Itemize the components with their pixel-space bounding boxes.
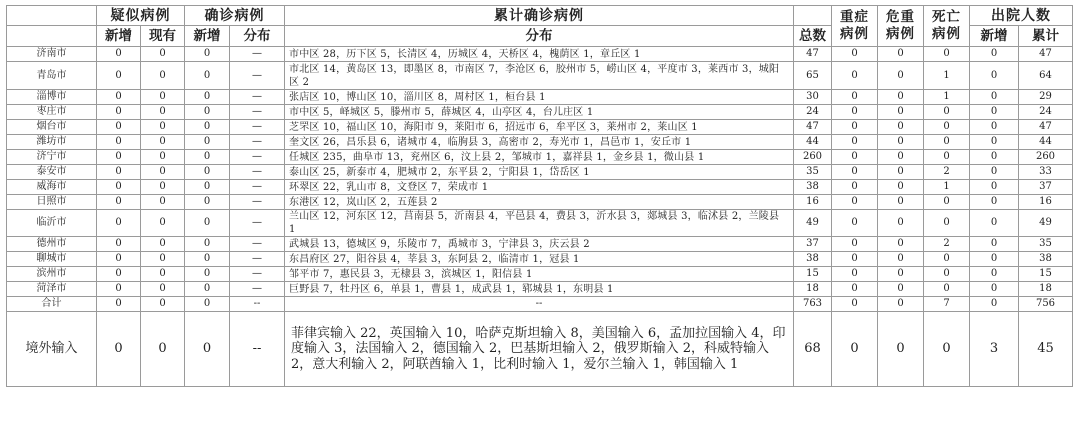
confirmed-new-cell: 0: [185, 165, 230, 180]
discharged-new-cell: 0: [970, 180, 1019, 195]
total-cell: 47: [794, 120, 832, 135]
total-cell: 47: [794, 47, 832, 62]
suspected-new-cell: 0: [97, 120, 141, 135]
suspected-existing-cell: 0: [141, 90, 185, 105]
corner-cell: [7, 6, 97, 26]
discharged-cumulative-cell: 64: [1019, 62, 1073, 90]
table-row: [7, 105, 1073, 120]
table-row: [7, 120, 1073, 135]
confirmed-new-cell: 0: [185, 135, 230, 150]
severe-cell: 0: [832, 165, 878, 180]
header-critical: 危重病例: [878, 6, 924, 47]
header-total: 总数: [794, 26, 832, 47]
header-suspected-new: 新增: [97, 26, 141, 47]
discharged-new-cell: 0: [970, 237, 1019, 252]
cumulative-distribution-cell: 奎文区 26，昌乐县 6，诸城市 4，临朐县 3，高密市 2，寿光市 1，昌邑市 1，安丘市 1: [285, 135, 794, 150]
suspected-new-cell: 0: [97, 47, 141, 62]
discharged-cumulative-cell: 15: [1019, 267, 1073, 282]
death-cell: 0: [924, 210, 970, 237]
total-cumulative-distribution: --: [285, 297, 794, 312]
discharged-new-cell: 0: [970, 267, 1019, 282]
suspected-new-cell: 0: [97, 252, 141, 267]
confirmed-new-cell: 0: [185, 90, 230, 105]
confirmed-distribution-cell: —: [230, 135, 285, 150]
confirmed-new-cell: 0: [185, 120, 230, 135]
cumulative-distribution-cell: 东昌府区 27，阳谷县 4，莘县 3，东阿县 2，临清市 1，冠县 1: [285, 252, 794, 267]
suspected-new-cell: 0: [97, 135, 141, 150]
total-confirmed-distribution: --: [230, 297, 285, 312]
cumulative-distribution-cell: 市中区 28，历下区 5，长清区 4，历城区 4，天桥区 4，槐荫区 1，章丘区 1: [285, 47, 794, 62]
severe-cell: 0: [832, 252, 878, 267]
critical-cell: 0: [878, 120, 924, 135]
header-confirmed-distribution: 分布: [230, 26, 285, 47]
import-label: 境外输入: [7, 312, 97, 387]
suspected-existing-cell: 0: [141, 165, 185, 180]
suspected-new-cell: 0: [97, 237, 141, 252]
severe-cell: 0: [832, 237, 878, 252]
cumulative-distribution-cell: 市北区 14，黄岛区 13，即墨区 8，市南区 7，李沧区 6，胶州市 5，崂山区 4，平度市 3，莱西市 3，城阳区 2: [285, 62, 794, 90]
city-name-cell: 德州市: [7, 237, 97, 252]
critical-cell: 0: [878, 252, 924, 267]
city-name-cell: 威海市: [7, 180, 97, 195]
severe-cell: 0: [832, 90, 878, 105]
suspected-new-cell: 0: [97, 105, 141, 120]
discharged-new-cell: 0: [970, 135, 1019, 150]
critical-cell: 0: [878, 105, 924, 120]
confirmed-new-cell: 0: [185, 62, 230, 90]
suspected-new-cell: 0: [97, 62, 141, 90]
suspected-new-cell: 0: [97, 195, 141, 210]
table-row: [7, 282, 1073, 297]
confirmed-distribution-cell: —: [230, 252, 285, 267]
death-cell: 1: [924, 62, 970, 90]
total-cell: 49: [794, 210, 832, 237]
severe-cell: 0: [832, 282, 878, 297]
critical-cell: 0: [878, 62, 924, 90]
confirmed-distribution-cell: —: [230, 210, 285, 237]
covid-case-table: [6, 5, 1073, 387]
suspected-new-cell: 0: [97, 282, 141, 297]
suspected-existing-cell: 0: [141, 180, 185, 195]
discharged-cumulative-cell: 260: [1019, 150, 1073, 165]
header-discharged-new: 新增: [970, 26, 1019, 47]
severe-cell: 0: [832, 180, 878, 195]
death-cell: 0: [924, 267, 970, 282]
total-cell: 15: [794, 267, 832, 282]
table-row: [7, 252, 1073, 267]
import-total: 68: [794, 312, 832, 387]
critical-cell: 0: [878, 210, 924, 237]
import-death: 0: [924, 312, 970, 387]
total-cell: 30: [794, 90, 832, 105]
suspected-new-cell: 0: [97, 267, 141, 282]
death-cell: 0: [924, 105, 970, 120]
total-discharged-cumulative: 756: [1019, 297, 1073, 312]
import-discharged-cumulative: 45: [1019, 312, 1073, 387]
severe-cell: 0: [832, 120, 878, 135]
total-severe: 0: [832, 297, 878, 312]
header-confirmed: 确诊病例: [185, 6, 285, 26]
cumulative-distribution-cell: 芝罘区 10，福山区 10，海阳市 9，莱阳市 6，招远市 6，牟平区 3，莱州市 2，莱山区 1: [285, 120, 794, 135]
suspected-existing-cell: 0: [141, 47, 185, 62]
import-confirmed-distribution: --: [230, 312, 285, 387]
confirmed-distribution-cell: —: [230, 165, 285, 180]
header-suspected-existing: 现有: [141, 26, 185, 47]
discharged-cumulative-cell: 38: [1019, 252, 1073, 267]
header-death: 死亡病例: [924, 6, 970, 47]
death-cell: 0: [924, 135, 970, 150]
death-cell: 0: [924, 47, 970, 62]
total-row: [7, 297, 1073, 312]
city-name-cell: 滨州市: [7, 267, 97, 282]
corner-cell-sub: [7, 26, 97, 47]
cumulative-distribution-cell: 邹平市 7，惠民县 3，无棣县 3，滨城区 1，阳信县 1: [285, 267, 794, 282]
death-cell: 1: [924, 180, 970, 195]
confirmed-distribution-cell: —: [230, 180, 285, 195]
suspected-existing-cell: 0: [141, 210, 185, 237]
discharged-new-cell: 0: [970, 150, 1019, 165]
suspected-existing-cell: 0: [141, 237, 185, 252]
import-suspected-new: 0: [97, 312, 141, 387]
discharged-new-cell: 0: [970, 282, 1019, 297]
import-distribution: 菲律宾输入 22，英国输入 10，哈萨克斯坦输入 8，美国输入 6，孟加拉国输入 4，印度输入 3，法国输入 2，德国输入 2，巴基斯坦输入 2，俄罗斯输入 2，科威特输入 2，意大利输入 2，阿联酋输入 1，比利时输入 1，爱尔兰输入 1，韩国输入 1: [285, 312, 794, 387]
total-suspected-existing: 0: [141, 297, 185, 312]
discharged-new-cell: 0: [970, 90, 1019, 105]
total-label: 合计: [7, 297, 97, 312]
critical-cell: 0: [878, 180, 924, 195]
discharged-cumulative-cell: 47: [1019, 120, 1073, 135]
suspected-existing-cell: 0: [141, 282, 185, 297]
discharged-new-cell: 0: [970, 165, 1019, 180]
city-name-cell: 烟台市: [7, 120, 97, 135]
confirmed-new-cell: 0: [185, 267, 230, 282]
total-cell: 38: [794, 252, 832, 267]
severe-cell: 0: [832, 135, 878, 150]
confirmed-distribution-cell: —: [230, 195, 285, 210]
discharged-cumulative-cell: 29: [1019, 90, 1073, 105]
discharged-cumulative-cell: 44: [1019, 135, 1073, 150]
total-confirmed-new: 0: [185, 297, 230, 312]
discharged-new-cell: 0: [970, 105, 1019, 120]
city-name-cell: 泰安市: [7, 165, 97, 180]
header-discharged-cumulative: 累计: [1019, 26, 1073, 47]
import-discharged-new: 3: [970, 312, 1019, 387]
import-suspected-existing: 0: [141, 312, 185, 387]
header-suspected: 疑似病例: [97, 6, 185, 26]
discharged-cumulative-cell: 18: [1019, 282, 1073, 297]
total-cell: 38: [794, 180, 832, 195]
header-cumulative-distribution: 分布: [285, 26, 794, 47]
critical-cell: 0: [878, 135, 924, 150]
total-cell: 16: [794, 195, 832, 210]
city-name-cell: 济南市: [7, 47, 97, 62]
city-name-cell: 青岛市: [7, 62, 97, 90]
severe-cell: 0: [832, 62, 878, 90]
confirmed-new-cell: 0: [185, 105, 230, 120]
cumulative-distribution-cell: 任城区 235，曲阜市 13，兖州区 6，汶上县 2，邹城市 1，嘉祥县 1，金乡县 1，微山县 1: [285, 150, 794, 165]
confirmed-distribution-cell: —: [230, 282, 285, 297]
city-name-cell: 菏泽市: [7, 282, 97, 297]
death-cell: 0: [924, 150, 970, 165]
confirmed-new-cell: 0: [185, 237, 230, 252]
suspected-new-cell: 0: [97, 150, 141, 165]
header-discharged: 出院人数: [970, 6, 1073, 26]
critical-cell: 0: [878, 150, 924, 165]
table-row: [7, 90, 1073, 105]
city-name-cell: 日照市: [7, 195, 97, 210]
table-row: [7, 165, 1073, 180]
cumulative-distribution-cell: 兰山区 12，河东区 12，莒南县 5，沂南县 4，平邑县 4，费县 3，沂水县 3，郯城县 3，临沭县 2，兰陵县 1: [285, 210, 794, 237]
suspected-existing-cell: 0: [141, 150, 185, 165]
critical-cell: 0: [878, 237, 924, 252]
header-severe: 重症病例: [832, 6, 878, 47]
cumulative-distribution-cell: 环翠区 22，乳山市 8，文登区 7，荣成市 1: [285, 180, 794, 195]
total-cell: 24: [794, 105, 832, 120]
confirmed-new-cell: 0: [185, 47, 230, 62]
discharged-cumulative-cell: 37: [1019, 180, 1073, 195]
discharged-cumulative-cell: 35: [1019, 237, 1073, 252]
discharged-cumulative-cell: 49: [1019, 210, 1073, 237]
severe-cell: 0: [832, 195, 878, 210]
cumulative-distribution-cell: 张店区 10，博山区 10，淄川区 8，周村区 1，桓台县 1: [285, 90, 794, 105]
discharged-new-cell: 0: [970, 210, 1019, 237]
discharged-cumulative-cell: 24: [1019, 105, 1073, 120]
table-row: [7, 47, 1073, 62]
city-name-cell: 淄博市: [7, 90, 97, 105]
critical-cell: 0: [878, 90, 924, 105]
confirmed-new-cell: 0: [185, 210, 230, 237]
death-cell: 0: [924, 120, 970, 135]
table-row: [7, 237, 1073, 252]
critical-cell: 0: [878, 267, 924, 282]
header-confirmed-new: 新增: [185, 26, 230, 47]
table-wrapper: [6, 5, 1073, 387]
total-total: 763: [794, 297, 832, 312]
suspected-existing-cell: 0: [141, 105, 185, 120]
discharged-cumulative-cell: 16: [1019, 195, 1073, 210]
total-cell: 37: [794, 237, 832, 252]
cumulative-distribution-cell: 市中区 5，峄城区 5，滕州市 5，薛城区 4，山亭区 4，台儿庄区 1: [285, 105, 794, 120]
suspected-new-cell: 0: [97, 180, 141, 195]
death-cell: 0: [924, 282, 970, 297]
suspected-existing-cell: 0: [141, 120, 185, 135]
discharged-new-cell: 0: [970, 120, 1019, 135]
cumulative-distribution-cell: 泰山区 25，新泰市 4，肥城市 2，东平县 2，宁阳县 1，岱岳区 1: [285, 165, 794, 180]
suspected-new-cell: 0: [97, 210, 141, 237]
confirmed-distribution-cell: —: [230, 105, 285, 120]
table-row: [7, 62, 1073, 90]
total-cell: 260: [794, 150, 832, 165]
critical-cell: 0: [878, 165, 924, 180]
import-row: [7, 312, 1073, 387]
table-row: [7, 180, 1073, 195]
suspected-existing-cell: 0: [141, 135, 185, 150]
total-critical: 0: [878, 297, 924, 312]
suspected-new-cell: 0: [97, 165, 141, 180]
city-name-cell: 济宁市: [7, 150, 97, 165]
death-cell: 2: [924, 237, 970, 252]
discharged-new-cell: 0: [970, 62, 1019, 90]
severe-cell: 0: [832, 47, 878, 62]
import-critical: 0: [878, 312, 924, 387]
confirmed-distribution-cell: —: [230, 150, 285, 165]
severe-cell: 0: [832, 105, 878, 120]
death-cell: 2: [924, 165, 970, 180]
suspected-existing-cell: 0: [141, 267, 185, 282]
confirmed-distribution-cell: —: [230, 237, 285, 252]
total-suspected-new: 0: [97, 297, 141, 312]
death-cell: 0: [924, 252, 970, 267]
cumulative-distribution-cell: 巨野县 7，牡丹区 6，单县 1，曹县 1，成武县 1，郓城县 1，东明县 1: [285, 282, 794, 297]
confirmed-new-cell: 0: [185, 195, 230, 210]
table-row: [7, 267, 1073, 282]
suspected-existing-cell: 0: [141, 252, 185, 267]
header-total-top: [794, 6, 832, 26]
header-cumulative: 累计确诊病例: [285, 6, 794, 26]
total-cell: 44: [794, 135, 832, 150]
header-row-top: [7, 6, 1073, 26]
confirmed-new-cell: 0: [185, 180, 230, 195]
suspected-existing-cell: 0: [141, 62, 185, 90]
table-body: [7, 47, 1073, 297]
critical-cell: 0: [878, 47, 924, 62]
discharged-cumulative-cell: 47: [1019, 47, 1073, 62]
total-cell: 18: [794, 282, 832, 297]
discharged-cumulative-cell: 33: [1019, 165, 1073, 180]
table-row: [7, 210, 1073, 237]
death-cell: 0: [924, 195, 970, 210]
discharged-new-cell: 0: [970, 47, 1019, 62]
city-name-cell: 枣庄市: [7, 105, 97, 120]
confirmed-distribution-cell: —: [230, 47, 285, 62]
import-severe: 0: [832, 312, 878, 387]
suspected-new-cell: 0: [97, 90, 141, 105]
confirmed-new-cell: 0: [185, 282, 230, 297]
city-name-cell: 聊城市: [7, 252, 97, 267]
table-row: [7, 150, 1073, 165]
cumulative-distribution-cell: 东港区 12，岚山区 2，五莲县 2: [285, 195, 794, 210]
critical-cell: 0: [878, 282, 924, 297]
suspected-existing-cell: 0: [141, 195, 185, 210]
city-name-cell: 潍坊市: [7, 135, 97, 150]
discharged-new-cell: 0: [970, 252, 1019, 267]
table-row: [7, 195, 1073, 210]
discharged-new-cell: 0: [970, 195, 1019, 210]
severe-cell: 0: [832, 150, 878, 165]
import-confirmed-new: 0: [185, 312, 230, 387]
total-death: 7: [924, 297, 970, 312]
confirmed-distribution-cell: —: [230, 120, 285, 135]
confirmed-distribution-cell: —: [230, 267, 285, 282]
confirmed-distribution-cell: —: [230, 90, 285, 105]
confirmed-distribution-cell: —: [230, 62, 285, 90]
death-cell: 1: [924, 90, 970, 105]
total-cell: 65: [794, 62, 832, 90]
total-cell: 35: [794, 165, 832, 180]
critical-cell: 0: [878, 195, 924, 210]
confirmed-new-cell: 0: [185, 150, 230, 165]
total-discharged-new: 0: [970, 297, 1019, 312]
city-name-cell: 临沂市: [7, 210, 97, 237]
severe-cell: 0: [832, 210, 878, 237]
cumulative-distribution-cell: 武城县 13，德城区 9，乐陵市 7，禹城市 3，宁津县 3，庆云县 2: [285, 237, 794, 252]
severe-cell: 0: [832, 267, 878, 282]
confirmed-new-cell: 0: [185, 252, 230, 267]
table-row: [7, 135, 1073, 150]
